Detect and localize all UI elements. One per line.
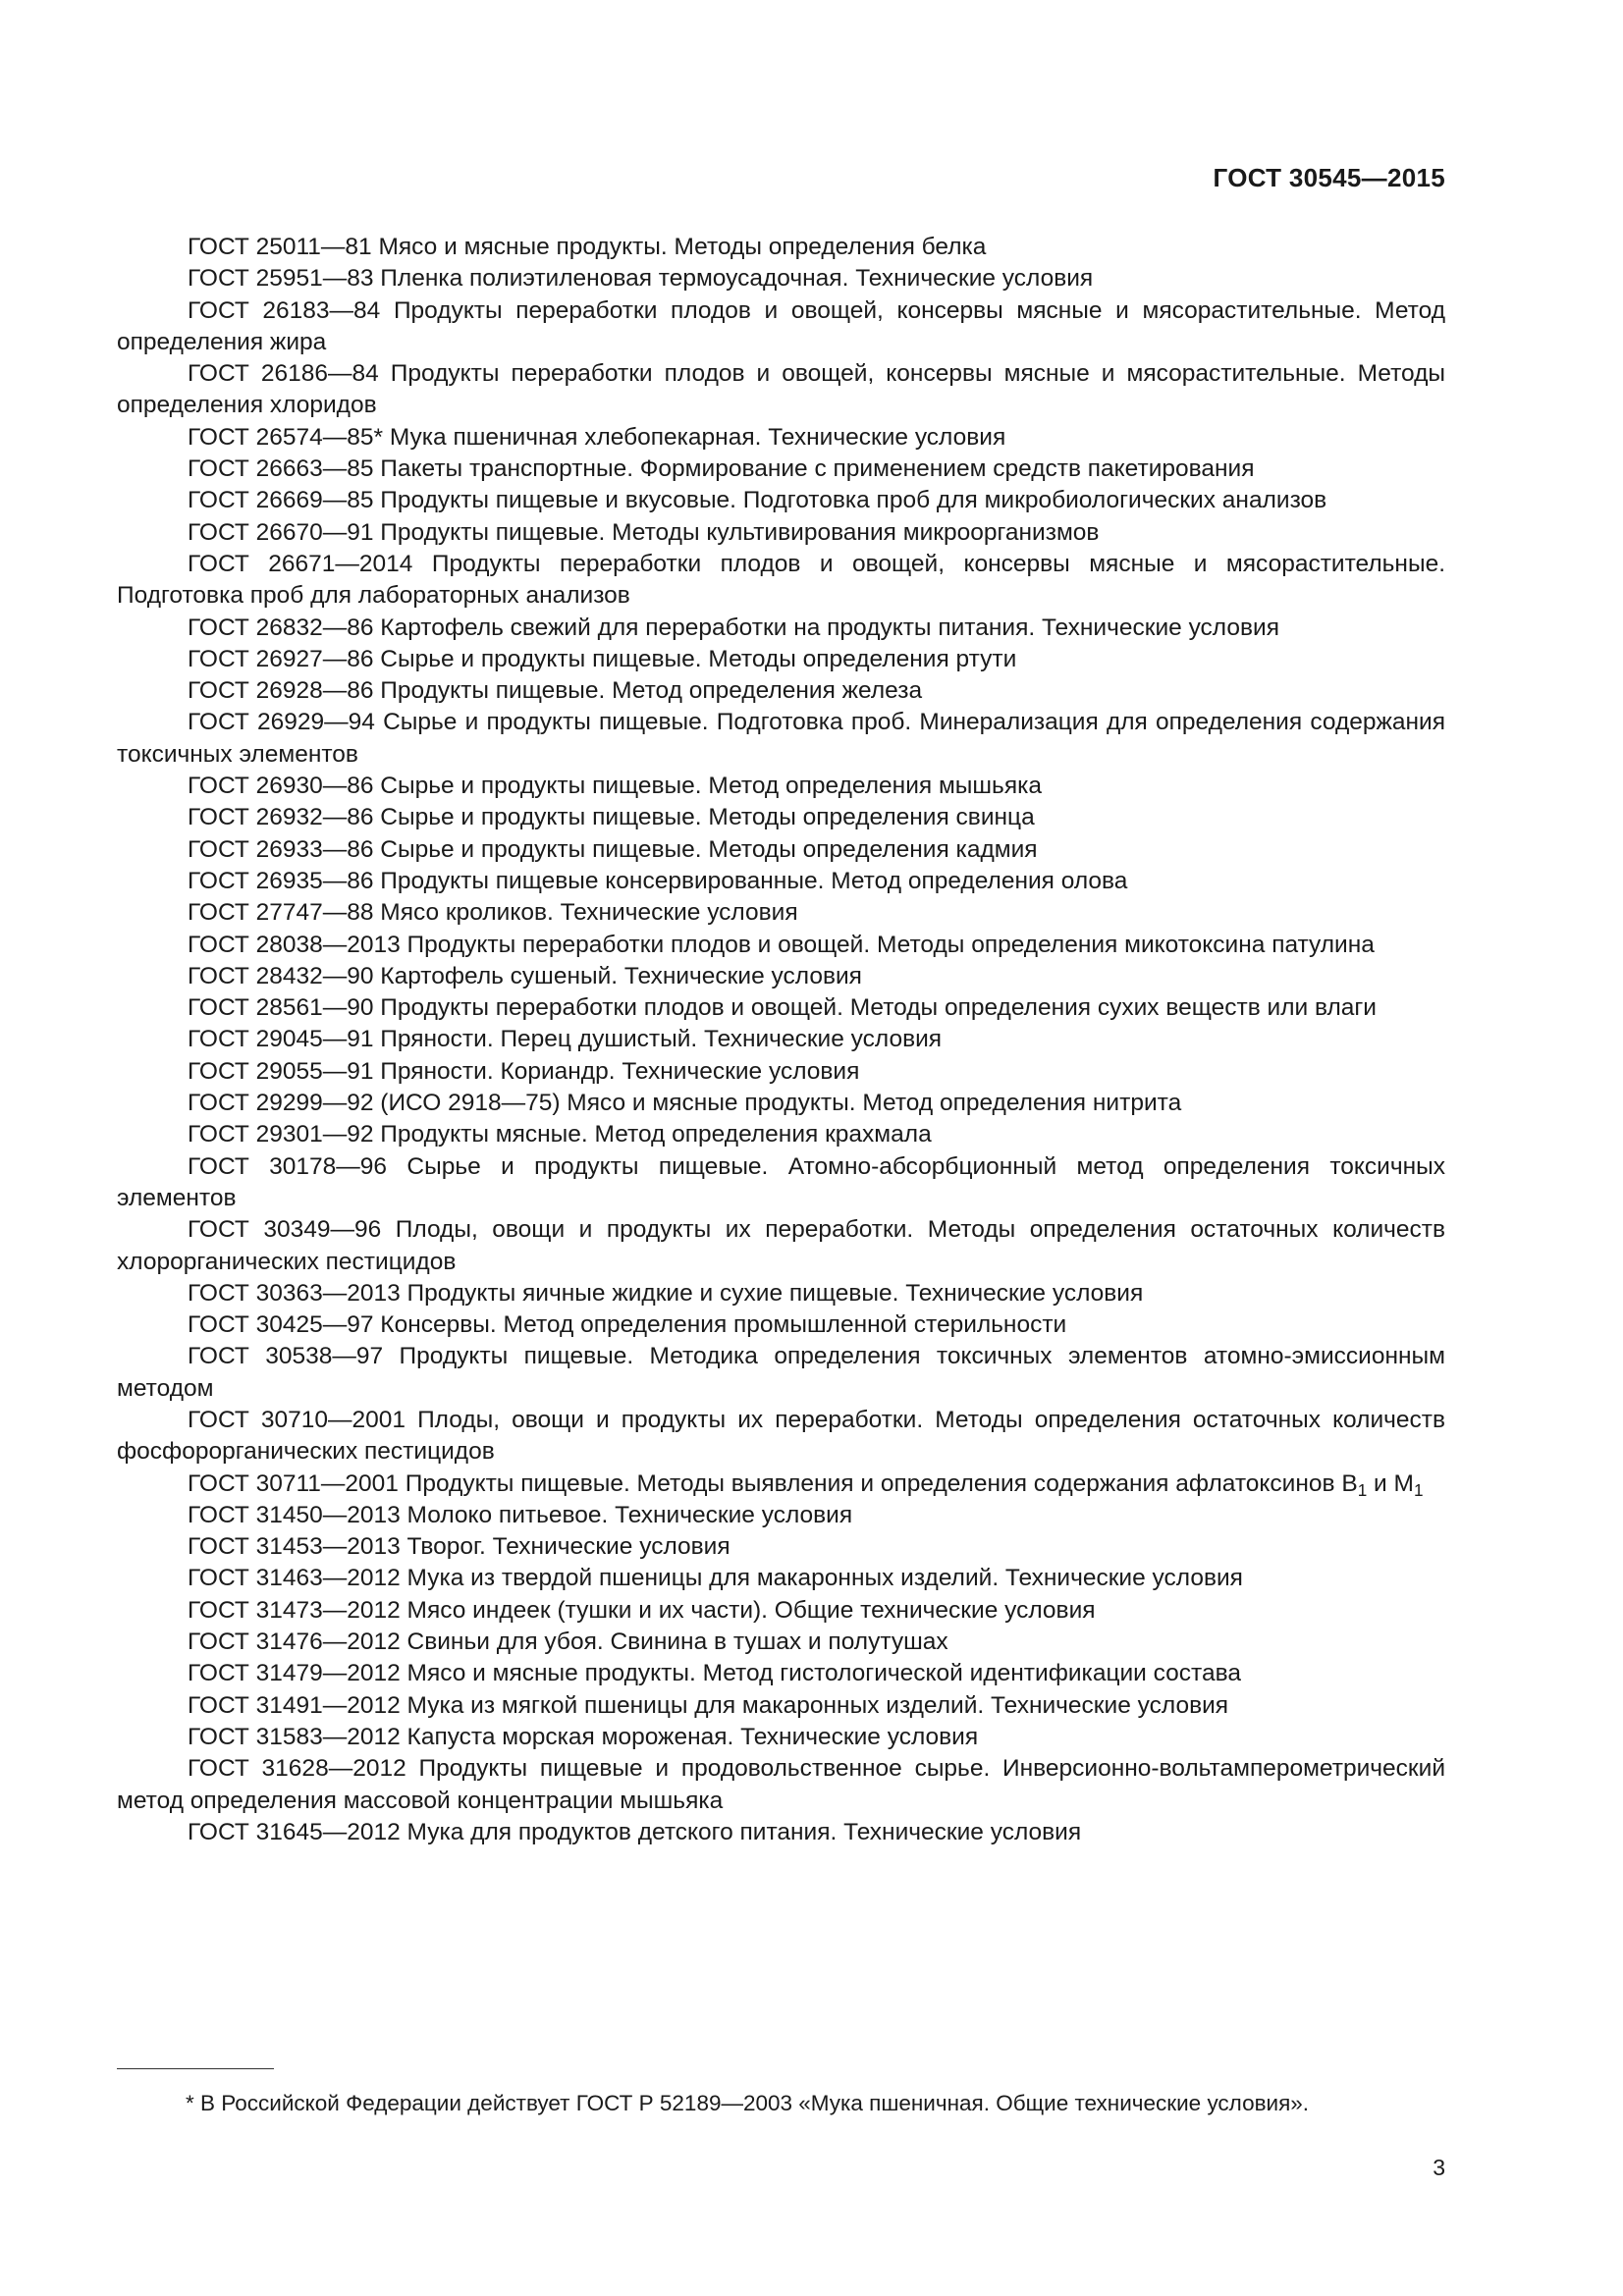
- reference-item: [117, 549, 1445, 613]
- reference-title: Сырье и продукты пищевые. Методы определения свинца: [373, 804, 1035, 831]
- reference-title: Мясо и мясные продукты. Методы определения белка: [371, 234, 987, 260]
- reference-item: [117, 675, 1445, 707]
- reference-code: ГОСТ 26935—86: [188, 867, 374, 894]
- reference-code: ГОСТ 26832—86: [188, 614, 374, 641]
- reference-title: Капуста морская мороженая. Технические условия: [400, 1723, 979, 1750]
- reference-title: Продукты переработки плодов и овощей, консервы мясные и мясорастительные. Метод определения жира: [117, 296, 1445, 355]
- reference-item: [117, 992, 1445, 1024]
- reference-code: ГОСТ 26671—2014: [188, 550, 413, 577]
- reference-code: ГОСТ 26930—86: [188, 773, 374, 800]
- reference-code: ГОСТ 29301—92: [188, 1121, 374, 1148]
- reference-item: [117, 897, 1445, 929]
- reference-title: Продукты пищевые. Методы культивирования микроорганизмов: [373, 518, 1100, 546]
- footnote-text: * В Российской Федерации действует ГОСТ Р 52189—2003 «Мука пшеничная. Общие технические условия».: [186, 2091, 1310, 2115]
- reference-title: Продукты переработки плодов и овощей. Методы определения сухих веществ или влаги: [373, 994, 1377, 1022]
- reference-title: Сырье и продукты пищевые. Атомно-абсорбционный метод определения токсичных элементов: [117, 1152, 1445, 1211]
- reference-code: ГОСТ 26933—86: [188, 835, 374, 863]
- reference-item: [117, 961, 1445, 992]
- reference-item: [117, 1817, 1445, 1848]
- reference-code: ГОСТ 31628—2012: [188, 1755, 406, 1783]
- reference-code: ГОСТ 31476—2012: [188, 1629, 401, 1656]
- reference-item: [117, 707, 1445, 771]
- reference-title: Продукты пищевые. Методика определения токсичных элементов атомно-эмиссионным методом: [117, 1343, 1446, 1402]
- reference-title: Плоды, овощи и продукты их переработки. Методы определения остаточных количеств фосфорорганических пестицидов: [117, 1406, 1446, 1466]
- reference-title: Продукты пищевые консервированные. Метод определения олова: [373, 867, 1128, 894]
- reference-title-mid: и M: [1367, 1469, 1414, 1497]
- reference-item: [117, 1024, 1445, 1055]
- reference-title: Сырье и продукты пищевые. Методы определения кадмия: [373, 835, 1038, 863]
- reference-item: [117, 1341, 1445, 1405]
- reference-code: ГОСТ 26928—86: [188, 677, 374, 705]
- reference-title: Продукты переработки плодов и овощей, консервы мясные и мясорастительные. Методы определения хлоридов: [117, 360, 1446, 419]
- reference-item: [117, 422, 1445, 454]
- reference-code: ГОСТ 31479—2012: [188, 1660, 401, 1687]
- document-header-code: ГОСТ 30545—2015: [1213, 163, 1445, 192]
- reference-title: Продукты мясные. Метод определения крахмала: [373, 1121, 932, 1148]
- reference-code: ГОСТ 31453—2013: [188, 1533, 401, 1561]
- reference-item: [117, 358, 1445, 422]
- reference-code: ГОСТ 30711—2001: [188, 1469, 399, 1497]
- reference-title: Продукты пищевые. Метод определения железа: [373, 677, 923, 705]
- reference-code: ГОСТ 31473—2012: [188, 1596, 401, 1624]
- subscript-m1: 1: [1413, 1479, 1424, 1500]
- reference-code: ГОСТ 26183—84: [188, 296, 381, 324]
- reference-item: [117, 1753, 1445, 1817]
- reference-title: Продукты пищевые и продовольственное сырье. Инверсионно-вольтамперометрический метод определения массовой концентрации мышьяка: [117, 1755, 1446, 1814]
- reference-code: ГОСТ 27747—88: [188, 899, 374, 927]
- reference-code: ГОСТ 30425—97: [188, 1311, 374, 1339]
- reference-code: ГОСТ 28038—2013: [188, 931, 401, 958]
- reference-code: ГОСТ 26929—94: [188, 709, 375, 736]
- reference-title: Мука из твердой пшеницы для макаронных изделий. Технические условия: [400, 1565, 1243, 1592]
- reference-code: ГОСТ 26669—85: [188, 487, 374, 514]
- reference-item: [117, 1500, 1445, 1531]
- reference-item: [117, 930, 1445, 961]
- reference-item: [117, 1690, 1445, 1722]
- reference-code: ГОСТ 30538—97: [188, 1343, 384, 1370]
- reference-code: ГОСТ 31645—2012: [188, 1818, 401, 1845]
- reference-item: [117, 771, 1445, 802]
- reference-code: ГОСТ 31450—2013: [188, 1501, 401, 1528]
- reference-title: Мясо и мясные продукты. Метод гистологической идентификации состава: [400, 1660, 1241, 1687]
- reference-item: [117, 613, 1445, 644]
- reference-item: [117, 1088, 1445, 1119]
- reference-code: ГОСТ 30363—2013: [188, 1279, 401, 1307]
- reference-title: Мука пшеничная хлебопекарная. Технические условия: [383, 423, 1006, 451]
- reference-title: Продукты переработки плодов и овощей. Методы определения микотоксина патулина: [400, 931, 1375, 958]
- reference-code: ГОСТ 29299—92: [188, 1090, 374, 1117]
- reference-title: Продукты яичные жидкие и сухие пищевые. Технические условия: [400, 1279, 1144, 1307]
- reference-code: ГОСТ 29045—91: [188, 1026, 374, 1053]
- reference-title: Творог. Технические условия: [400, 1533, 730, 1561]
- reference-title: (ИСО 2918—75) Мясо и мясные продукты. Метод определения нитрита: [373, 1090, 1182, 1117]
- reference-title: Пряности. Кориандр. Технические условия: [373, 1057, 860, 1085]
- reference-code: ГОСТ 26670—91: [188, 518, 374, 546]
- reference-item: [117, 232, 1445, 263]
- reference-title: Продукты пищевые. Методы выявления и определения содержания афлатоксинов B: [398, 1469, 1358, 1497]
- reference-item: [117, 802, 1445, 833]
- reference-code: ГОСТ 31463—2012: [188, 1565, 401, 1592]
- reference-item: [117, 1658, 1445, 1689]
- reference-item: [117, 517, 1445, 549]
- reference-code: ГОСТ 31491—2012: [188, 1691, 401, 1719]
- reference-code: ГОСТ 26663—85: [188, 455, 374, 483]
- reference-item: [117, 1595, 1445, 1627]
- reference-title: Молоко питьевое. Технические условия: [400, 1501, 853, 1528]
- reference-title: Консервы. Метод определения промышленной стерильности: [373, 1311, 1067, 1339]
- footnote-divider: [117, 2068, 274, 2069]
- reference-item: [117, 866, 1445, 897]
- reference-item: [117, 1278, 1445, 1309]
- reference-title: Мясо кроликов. Технические условия: [373, 899, 798, 927]
- reference-title: Мясо индеек (тушки и их части). Общие технические условия: [400, 1596, 1096, 1624]
- reference-item: [117, 1119, 1445, 1150]
- reference-code: ГОСТ 30349—96: [188, 1216, 382, 1244]
- reference-code: ГОСТ 26186—84: [188, 360, 379, 388]
- reference-title: Пакеты транспортные. Формирование с применением средств пакетирования: [373, 455, 1255, 483]
- reference-title: Мука для продуктов детского питания. Технические условия: [400, 1818, 1082, 1845]
- reference-code: ГОСТ 25951—83: [188, 265, 374, 293]
- reference-code: ГОСТ 25011—81: [188, 234, 372, 260]
- reference-item: [117, 295, 1445, 359]
- reference-title: Картофель свежий для переработки на продукты питания. Технические условия: [373, 614, 1279, 641]
- reference-code: ГОСТ 26927—86: [188, 645, 374, 672]
- reference-title: Пряности. Перец душистый. Технические условия: [373, 1026, 943, 1053]
- reference-item: [117, 1309, 1445, 1341]
- reference-item: [117, 1531, 1445, 1563]
- reference-code: ГОСТ 28432—90: [188, 962, 374, 989]
- reference-item: [117, 1468, 1445, 1500]
- reference-code: ГОСТ 26932—86: [188, 804, 374, 831]
- reference-item: [117, 485, 1445, 516]
- reference-item: [117, 1405, 1445, 1468]
- reference-title: Сырье и продукты пищевые. Методы определения ртути: [373, 645, 1017, 672]
- reference-code: ГОСТ 28561—90: [188, 994, 374, 1022]
- normative-references-list: [117, 232, 1445, 1848]
- subscript-b1: 1: [1357, 1479, 1368, 1500]
- page-number: 3: [1433, 2155, 1445, 2180]
- reference-item: [117, 834, 1445, 866]
- reference-code: ГОСТ 30710—2001: [188, 1406, 406, 1433]
- reference-code: ГОСТ 30178—96: [188, 1152, 388, 1180]
- reference-title: Картофель сушеный. Технические условия: [373, 962, 862, 989]
- reference-title: Продукты пищевые и вкусовые. Подготовка проб для микробиологических анализов: [373, 487, 1327, 514]
- reference-title: Сырье и продукты пищевые. Метод определения мышьяка: [373, 773, 1042, 800]
- reference-item: [117, 1627, 1445, 1658]
- reference-title: Мука из мягкой пшеницы для макаронных изделий. Технические условия: [400, 1691, 1229, 1719]
- reference-item: [117, 454, 1445, 485]
- reference-title: Плоды, овощи и продукты их переработки. Методы определения остаточных количеств хлорорганических пестицидов: [117, 1216, 1446, 1275]
- reference-title: Продукты переработки плодов и овощей, консервы мясные и мясорастительные. Подготовка проб для лабораторных анализов: [117, 550, 1445, 610]
- reference-item: [117, 1151, 1445, 1215]
- reference-code: ГОСТ 26574—85*: [188, 423, 384, 451]
- reference-item: [117, 1214, 1445, 1278]
- reference-item: [117, 263, 1445, 294]
- reference-item: [117, 1563, 1445, 1594]
- reference-code: ГОСТ 31583—2012: [188, 1723, 401, 1750]
- reference-item: [117, 1056, 1445, 1088]
- reference-item: [117, 644, 1445, 675]
- reference-item: [117, 1722, 1445, 1753]
- reference-title: Свиньи для убоя. Свинина в тушах и полутушах: [400, 1629, 948, 1656]
- reference-title: Сырье и продукты пищевые. Подготовка проб. Минерализация для определения содержания токсичных элементов: [117, 709, 1445, 768]
- reference-title: Пленка полиэтиленовая термоусадочная. Технические условия: [373, 265, 1094, 293]
- reference-code: ГОСТ 29055—91: [188, 1057, 374, 1085]
